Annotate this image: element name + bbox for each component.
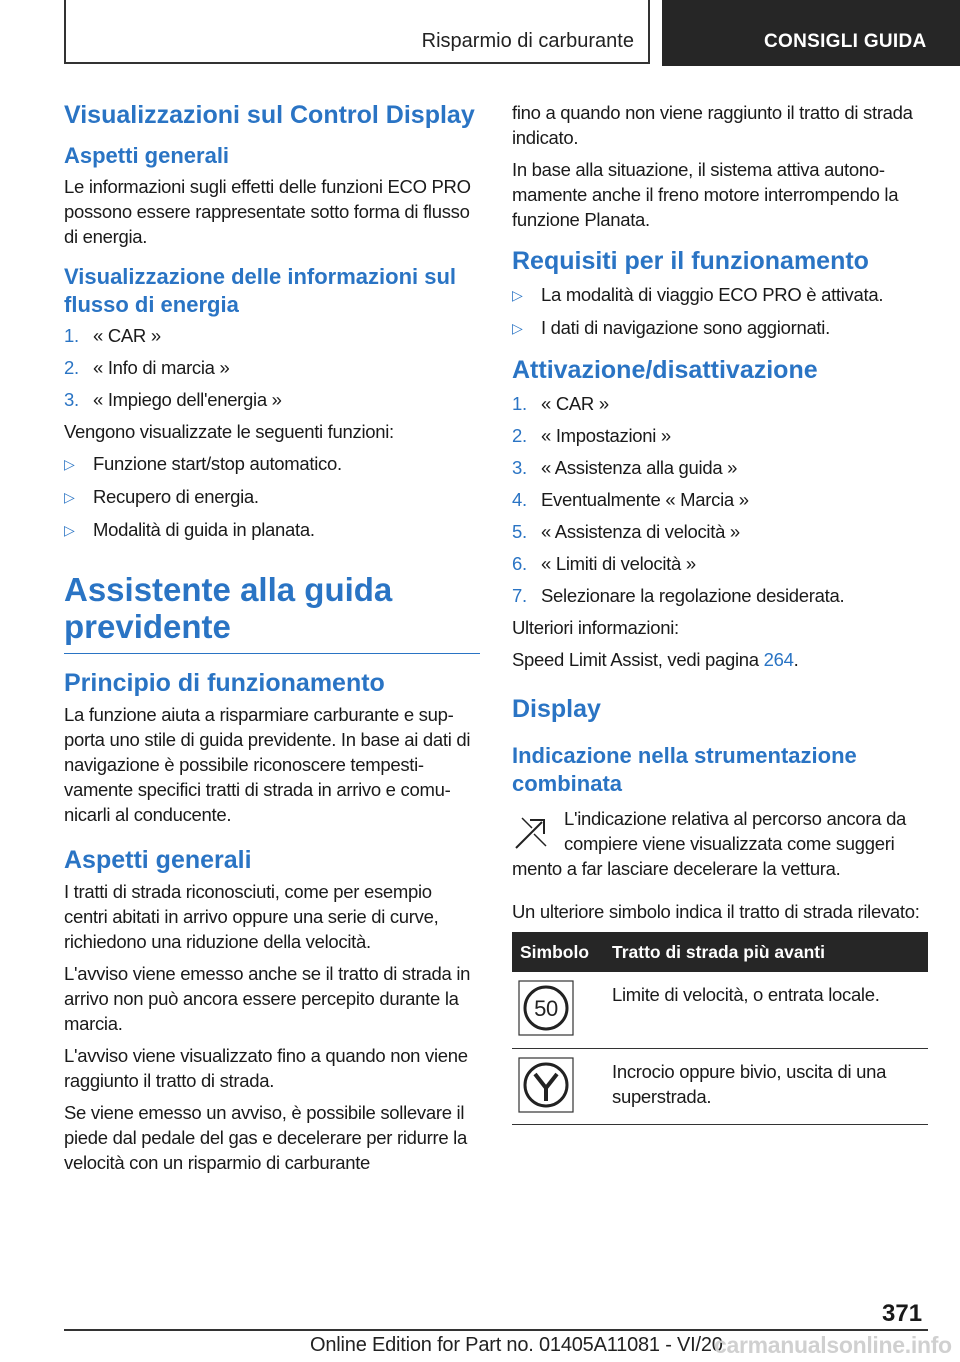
symbol-table [512, 932, 928, 1125]
step-text: « CAR » [541, 393, 609, 414]
list-item [64, 323, 480, 348]
heading-assistant: Assistente alla guida previdente [64, 571, 480, 654]
step-number: 1. [64, 325, 79, 346]
paragraph-general-1: Le informazioni sugli effetti delle funzioni ECO PRO possono essere rappresentate sotto forma di flusso di energia. [64, 176, 471, 247]
step-text: « Limiti di velocità » [541, 553, 696, 574]
header-frame [64, 0, 650, 64]
heading-activation: Attivazione/disattivazione [512, 356, 818, 384]
header-chapter-label: CONSIGLI GUIDA [764, 31, 927, 52]
step-number: 5. [512, 521, 527, 542]
paragraph-general-2c: L'avviso viene visualizzato fino a quando non viene raggiunto il tratto di strada. [64, 1045, 468, 1091]
step-number: 3. [64, 389, 79, 410]
heading-energy-flow: Visualizzazione delle informazioni sul flusso di energia [64, 264, 457, 317]
list-item [64, 517, 480, 543]
step-number: 6. [512, 553, 527, 574]
list-item [512, 423, 928, 448]
sign-number: 50 [534, 996, 558, 1021]
junction-icon [518, 1057, 574, 1113]
note-text: L'indicazione relativa al percorso ancora da compiere viene visualizzata come suggeri [564, 808, 907, 854]
bullet-text: Recupero di energia. [93, 486, 259, 507]
list-item [512, 519, 928, 544]
header-chapter-tab [662, 0, 960, 66]
speed-limit-suffix: . [793, 649, 799, 670]
speed-limit-50-icon [518, 980, 574, 1036]
paragraph-general-2b: L'avviso viene emesso anche se il tratto di strada in arrivo non può ancora essere percepito durante la marcia. [64, 963, 471, 1034]
table-row [512, 972, 928, 1048]
paragraph-engine-brake: In base alla situazione, il sistema attiva autonomamente anche il freno motore interrompendo la funzione Planata. [512, 159, 899, 230]
step-text: Selezionare la regolazione desiderata. [541, 585, 845, 606]
heading-general-1: Aspetti generali [64, 143, 230, 168]
step-number: 2. [512, 425, 527, 446]
bullet-text: Modalità di guida in planata. [93, 519, 315, 540]
table-row [512, 1048, 928, 1124]
note-arrow-icon [512, 812, 552, 852]
bullet-text: La modalità di viaggio ECO PRO è attivata. [541, 284, 884, 305]
heading-general-2: Aspetti generali [64, 846, 252, 874]
symbol-cell [512, 972, 604, 1048]
paragraph-general-2a: I tratti di strada riconosciuti, come per esempio centri abitati in arrivo oppure una serie di curve, richiedono una riduzione della velocità. [64, 881, 439, 952]
paragraph-shown-functions: Vengono visualizzate le seguenti funzioni: [64, 421, 394, 442]
table-header-row [512, 932, 928, 972]
paragraph-principle: La funzione aiuta a risparmiare carburante e supporta uno stile di guida previdente. In base ai dati di navigazione è possibile riconoscere tempestivamente specifici tratti di strada in arrivo e comunicarli al conducente. [64, 704, 471, 825]
step-number: 4. [512, 489, 527, 510]
heading-display: Display [512, 695, 601, 723]
symbol-cell [512, 1048, 604, 1124]
functions-list [64, 451, 480, 543]
column-header-section: Tratto di strada più avanti [604, 932, 928, 972]
step-text: « CAR » [93, 325, 161, 346]
paragraph-speed-limit [512, 647, 928, 672]
step-number: 1. [512, 393, 527, 414]
list-item [64, 387, 480, 412]
paragraph-continued: fino a quando non viene raggiunto il tratto di strada indicato. [512, 102, 913, 148]
watermark: carmanualsonline.info [714, 1332, 952, 1358]
step-text: « Assistenza alla guida » [541, 457, 738, 478]
triangle-bullet-icon: ▷ [64, 522, 75, 538]
list-item [512, 583, 928, 608]
heading-control-display: Visualizzazioni sul Control Display [64, 101, 475, 129]
bullet-text: Funzione start/stop automatico. [93, 453, 342, 474]
footer-edition: Online Edition for Part no. 01405A11081 - VI/20 [310, 1334, 723, 1356]
steps-list [64, 323, 480, 412]
list-item [64, 484, 480, 510]
step-number: 2. [64, 357, 79, 378]
triangle-bullet-icon: ▷ [512, 287, 523, 303]
step-text: « Assistenza di velocità » [541, 521, 740, 542]
list-item [512, 455, 928, 480]
symbol-description: Incrocio oppure bivio, uscita di una superstrada. [604, 1048, 928, 1124]
symbol-description: Limite di velocità, o entrata locale. [604, 972, 928, 1048]
header-section-title: Risparmio di carburante [421, 30, 634, 52]
list-item [512, 487, 928, 512]
footer-divider [64, 1329, 928, 1331]
step-number: 3. [512, 457, 527, 478]
step-text: « Impostazioni » [541, 425, 671, 446]
left-column [64, 100, 480, 1182]
list-item [64, 355, 480, 380]
heading-requirements: Requisiti per il funzionamento [512, 247, 869, 275]
paragraph-symbol: Un ulteriore simbolo indica il tratto di strada rilevato: [512, 901, 920, 922]
page-link[interactable]: 264 [763, 649, 794, 670]
heading-instrument-cluster: Indicazione nella strumentazione combinata [512, 743, 857, 796]
triangle-bullet-icon: ▷ [64, 456, 75, 472]
note-block [512, 806, 928, 881]
list-item [512, 282, 928, 308]
activation-steps-list [512, 391, 928, 608]
paragraph-general-2d: Se viene emesso un avviso, è possibile sollevare il piede dal pedale del gas e decelerare per ridurre la velocità con un risparmio di carburante [64, 1102, 467, 1173]
column-header-symbol: Simbolo [512, 932, 604, 972]
step-number: 7. [512, 585, 527, 606]
page-number: 371 [882, 1300, 923, 1327]
list-item [512, 391, 928, 416]
triangle-bullet-icon: ▷ [64, 489, 75, 505]
list-item [64, 451, 480, 477]
list-item [512, 551, 928, 576]
paragraph-more-info: Ulteriori informazioni: [512, 617, 679, 638]
requirements-list [512, 282, 928, 341]
step-text: « Info di marcia » [93, 357, 230, 378]
triangle-bullet-icon: ▷ [512, 320, 523, 336]
heading-principle: Principio di funzionamento [64, 669, 385, 697]
speed-limit-text: Speed Limit Assist, vedi pagina [512, 649, 764, 670]
bullet-text: I dati di navigazione sono aggiornati. [541, 317, 830, 338]
list-item [512, 315, 928, 341]
right-column [512, 100, 928, 1125]
step-text: « Impiego dell'energia » [93, 389, 282, 410]
note-text-continued: mento a far lasciare decelerare la vettura. [512, 858, 841, 879]
step-text: Eventualmente « Marcia » [541, 489, 749, 510]
